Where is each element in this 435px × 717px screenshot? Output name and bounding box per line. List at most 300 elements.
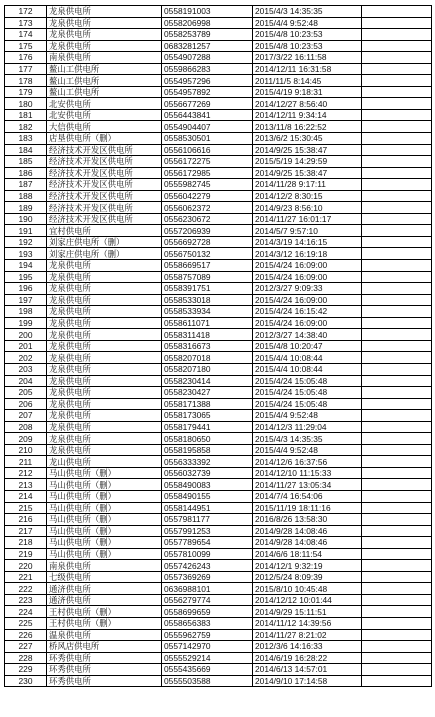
row-number-cell[interactable]: 189 bbox=[5, 202, 47, 214]
account-number-cell[interactable]: 0556750132 bbox=[162, 248, 253, 260]
supply-station-cell[interactable]: 鳌山工供电所 bbox=[47, 63, 162, 75]
account-number-cell[interactable]: 0683281257 bbox=[162, 40, 253, 52]
timestamp-cell[interactable]: 2014/12/6 16:37:56 bbox=[253, 456, 362, 468]
timestamp-cell[interactable]: 2015/11/19 18:11:16 bbox=[253, 502, 362, 514]
timestamp-cell[interactable]: 2014/5/7 9:57:10 bbox=[253, 225, 362, 237]
row-number-cell[interactable]: 216 bbox=[5, 514, 47, 526]
empty-cell[interactable] bbox=[362, 317, 432, 329]
account-number-cell[interactable]: 0556279774 bbox=[162, 594, 253, 606]
account-number-cell[interactable]: 0556172275 bbox=[162, 156, 253, 168]
account-number-cell[interactable]: 0558253789 bbox=[162, 29, 253, 41]
account-number-cell[interactable]: 0556443841 bbox=[162, 109, 253, 121]
empty-cell[interactable] bbox=[362, 294, 432, 306]
row-number-cell[interactable]: 224 bbox=[5, 606, 47, 618]
timestamp-cell[interactable]: 2014/11/12 14:39:56 bbox=[253, 617, 362, 629]
row-number-cell[interactable]: 174 bbox=[5, 29, 47, 41]
row-number-cell[interactable]: 222 bbox=[5, 583, 47, 595]
empty-cell[interactable] bbox=[362, 433, 432, 445]
supply-station-cell[interactable]: 马山供电所（删） bbox=[47, 502, 162, 514]
account-number-cell[interactable]: 0557789654 bbox=[162, 537, 253, 549]
supply-station-cell[interactable]: 经济技术开发区供电所 bbox=[47, 144, 162, 156]
supply-station-cell[interactable]: 龙泉供电所 bbox=[47, 271, 162, 283]
row-number-cell[interactable]: 230 bbox=[5, 675, 47, 687]
account-number-cell[interactable]: 0556333392 bbox=[162, 456, 253, 468]
table-row bbox=[5, 352, 432, 364]
timestamp-cell[interactable]: 2014/12/27 8:56:40 bbox=[253, 98, 362, 110]
account-number-cell[interactable]: 0558191003 bbox=[162, 6, 253, 18]
timestamp-cell[interactable]: 2015/4/24 16:09:00 bbox=[253, 260, 362, 272]
timestamp-cell[interactable]: 2014/9/25 15:38:47 bbox=[253, 167, 362, 179]
account-number-cell[interactable]: 0558699659 bbox=[162, 606, 253, 618]
account-number-cell[interactable]: 0558490155 bbox=[162, 490, 253, 502]
row-number-cell[interactable]: 192 bbox=[5, 236, 47, 248]
account-number-cell[interactable]: 0556692728 bbox=[162, 236, 253, 248]
empty-cell[interactable] bbox=[362, 560, 432, 572]
timestamp-cell[interactable]: 2014/6/13 14:57:01 bbox=[253, 664, 362, 676]
empty-cell[interactable] bbox=[362, 306, 432, 318]
row-number-cell[interactable]: 203 bbox=[5, 363, 47, 375]
row-number-cell[interactable]: 185 bbox=[5, 156, 47, 168]
timestamp-cell[interactable]: 2014/11/27 8:21:02 bbox=[253, 629, 362, 641]
row-number-cell[interactable]: 195 bbox=[5, 271, 47, 283]
account-number-cell[interactable]: 0558207180 bbox=[162, 363, 253, 375]
account-number-cell[interactable]: 0558669517 bbox=[162, 260, 253, 272]
empty-cell[interactable] bbox=[362, 121, 432, 133]
empty-cell[interactable] bbox=[362, 6, 432, 18]
timestamp-cell[interactable]: 2015/4/4 9:52:48 bbox=[253, 410, 362, 422]
timestamp-cell[interactable]: 2012/3/27 14:38:40 bbox=[253, 329, 362, 341]
empty-cell[interactable] bbox=[362, 63, 432, 75]
account-number-cell[interactable]: 0558533018 bbox=[162, 294, 253, 306]
supply-station-cell[interactable]: 环秀供电所 bbox=[47, 675, 162, 687]
row-number-cell[interactable]: 227 bbox=[5, 641, 47, 653]
account-number-cell[interactable]: 0556062372 bbox=[162, 202, 253, 214]
supply-station-cell[interactable]: 温泉供电所 bbox=[47, 629, 162, 641]
row-number-cell[interactable]: 214 bbox=[5, 490, 47, 502]
row-number-cell[interactable]: 223 bbox=[5, 594, 47, 606]
row-number-cell[interactable]: 172 bbox=[5, 6, 47, 18]
timestamp-cell[interactable]: 2017/3/22 16:11:58 bbox=[253, 52, 362, 64]
timestamp-cell[interactable]: 2014/9/23 8:56:10 bbox=[253, 202, 362, 214]
table-body bbox=[5, 6, 432, 687]
timestamp-cell[interactable]: 2014/11/28 9:17:11 bbox=[253, 179, 362, 191]
account-number-cell[interactable]: 0554957892 bbox=[162, 86, 253, 98]
supply-station-cell[interactable]: 龙泉供电所 bbox=[47, 352, 162, 364]
timestamp-cell[interactable]: 2015/5/19 14:29:59 bbox=[253, 156, 362, 168]
empty-cell[interactable] bbox=[362, 213, 432, 225]
timestamp-cell[interactable]: 2014/6/19 16:28:22 bbox=[253, 652, 362, 664]
account-number-cell[interactable]: 0558757089 bbox=[162, 271, 253, 283]
empty-cell[interactable] bbox=[362, 190, 432, 202]
empty-cell[interactable] bbox=[362, 248, 432, 260]
supply-station-cell[interactable]: 北安供电所 bbox=[47, 98, 162, 110]
empty-cell[interactable] bbox=[362, 271, 432, 283]
timestamp-cell[interactable]: 2014/9/25 15:38:47 bbox=[253, 144, 362, 156]
supply-station-cell[interactable]: 经济技术开发区供电所 bbox=[47, 190, 162, 202]
timestamp-cell[interactable]: 2014/12/1 9:32:19 bbox=[253, 560, 362, 572]
timestamp-cell[interactable]: 2011/11/5 8:14:45 bbox=[253, 75, 362, 87]
table-row bbox=[5, 410, 432, 422]
empty-cell[interactable] bbox=[362, 17, 432, 29]
account-number-cell[interactable]: 0558656383 bbox=[162, 617, 253, 629]
empty-cell[interactable] bbox=[362, 479, 432, 491]
row-number-cell[interactable]: 226 bbox=[5, 629, 47, 641]
supply-station-cell[interactable]: 南泉供电所 bbox=[47, 52, 162, 64]
timestamp-cell[interactable]: 2015/4/4 10:08:44 bbox=[253, 352, 362, 364]
account-number-cell[interactable]: 0554907288 bbox=[162, 52, 253, 64]
account-number-cell[interactable]: 0555503588 bbox=[162, 675, 253, 687]
timestamp-cell[interactable]: 2014/9/10 17:14:58 bbox=[253, 675, 362, 687]
timestamp-cell[interactable]: 2014/12/10 11:15:33 bbox=[253, 467, 362, 479]
empty-cell[interactable] bbox=[362, 514, 432, 526]
supply-station-cell[interactable]: 龙泉供电所 bbox=[47, 433, 162, 445]
timestamp-cell[interactable]: 2016/8/26 13:58:30 bbox=[253, 514, 362, 526]
timestamp-cell[interactable]: 2015/4/8 10:20:47 bbox=[253, 340, 362, 352]
account-number-cell[interactable]: 0558171388 bbox=[162, 398, 253, 410]
empty-cell[interactable] bbox=[362, 525, 432, 537]
empty-cell[interactable] bbox=[362, 52, 432, 64]
empty-cell[interactable] bbox=[362, 329, 432, 341]
supply-station-cell[interactable]: 龙泉供电所 bbox=[47, 294, 162, 306]
supply-station-cell[interactable]: 龙泉供电所 bbox=[47, 283, 162, 295]
row-number-cell[interactable]: 190 bbox=[5, 213, 47, 225]
account-number-cell[interactable]: 0558180650 bbox=[162, 433, 253, 445]
empty-cell[interactable] bbox=[362, 502, 432, 514]
timestamp-cell[interactable]: 2015/4/24 16:09:00 bbox=[253, 294, 362, 306]
row-number-cell[interactable]: 181 bbox=[5, 109, 47, 121]
row-number-cell[interactable]: 193 bbox=[5, 248, 47, 260]
empty-cell[interactable] bbox=[362, 86, 432, 98]
supply-station-cell[interactable]: 龙泉供电所 bbox=[47, 306, 162, 318]
account-number-cell[interactable]: 0555962759 bbox=[162, 629, 253, 641]
timestamp-cell[interactable]: 2014/12/12 10:01:44 bbox=[253, 594, 362, 606]
supply-station-cell[interactable]: 龙泉供电所 bbox=[47, 398, 162, 410]
supply-station-cell[interactable]: 龙泉供电所 bbox=[47, 6, 162, 18]
supply-station-cell[interactable]: 刘家庄供电所（删） bbox=[47, 248, 162, 260]
empty-cell[interactable] bbox=[362, 179, 432, 191]
timestamp-cell[interactable]: 2015/4/24 15:05:48 bbox=[253, 375, 362, 387]
account-number-cell[interactable]: 0557206939 bbox=[162, 225, 253, 237]
account-number-cell[interactable]: 0556230672 bbox=[162, 213, 253, 225]
empty-cell[interactable] bbox=[362, 133, 432, 145]
row-number-cell[interactable]: 176 bbox=[5, 52, 47, 64]
supply-station-cell[interactable]: 七级供电所 bbox=[47, 571, 162, 583]
empty-cell[interactable] bbox=[362, 652, 432, 664]
account-number-cell[interactable]: 0554904407 bbox=[162, 121, 253, 133]
empty-cell[interactable] bbox=[362, 202, 432, 214]
supply-station-cell[interactable]: 环秀供电所 bbox=[47, 664, 162, 676]
account-number-cell[interactable]: 0556032739 bbox=[162, 467, 253, 479]
empty-cell[interactable] bbox=[362, 75, 432, 87]
empty-cell[interactable] bbox=[362, 456, 432, 468]
timestamp-cell[interactable]: 2012/3/27 9:09:33 bbox=[253, 283, 362, 295]
supply-station-cell[interactable]: 通济供电所 bbox=[47, 594, 162, 606]
supply-station-cell[interactable]: 龙泉供电所 bbox=[47, 410, 162, 422]
empty-cell[interactable] bbox=[362, 283, 432, 295]
row-number-cell[interactable]: 205 bbox=[5, 387, 47, 399]
supply-station-cell[interactable]: 经济技术开发区供电所 bbox=[47, 202, 162, 214]
empty-cell[interactable] bbox=[362, 225, 432, 237]
row-number-cell[interactable]: 175 bbox=[5, 40, 47, 52]
timestamp-cell[interactable]: 2014/6/6 18:11:54 bbox=[253, 548, 362, 560]
timestamp-cell[interactable]: 2013/6/2 15:30:45 bbox=[253, 133, 362, 145]
supply-station-cell[interactable]: 刘家庄供电所（删） bbox=[47, 236, 162, 248]
row-number-cell[interactable]: 207 bbox=[5, 410, 47, 422]
timestamp-cell[interactable]: 2014/9/28 14:08:46 bbox=[253, 525, 362, 537]
account-number-cell[interactable]: 0558391751 bbox=[162, 283, 253, 295]
supply-station-cell[interactable]: 龙泉供电所 bbox=[47, 421, 162, 433]
timestamp-cell[interactable]: 2013/11/8 16:22:52 bbox=[253, 121, 362, 133]
record-table bbox=[4, 5, 432, 687]
supply-station-cell[interactable]: 马山供电所（删） bbox=[47, 537, 162, 549]
supply-station-cell[interactable]: 桥风店供电所 bbox=[47, 641, 162, 653]
account-number-cell[interactable]: 0558207018 bbox=[162, 352, 253, 364]
supply-station-cell[interactable]: 北安供电所 bbox=[47, 109, 162, 121]
row-number-cell[interactable]: 228 bbox=[5, 652, 47, 664]
row-number-cell[interactable]: 191 bbox=[5, 225, 47, 237]
supply-station-cell[interactable]: 龙泉供电所 bbox=[47, 363, 162, 375]
account-number-cell[interactable]: 0555529214 bbox=[162, 652, 253, 664]
timestamp-cell[interactable]: 2014/11/27 16:01:17 bbox=[253, 213, 362, 225]
empty-cell[interactable] bbox=[362, 537, 432, 549]
supply-station-cell[interactable]: 鳌山工供电所 bbox=[47, 75, 162, 87]
empty-cell[interactable] bbox=[362, 421, 432, 433]
timestamp-cell[interactable]: 2014/12/11 16:31:58 bbox=[253, 63, 362, 75]
supply-station-cell[interactable]: 王村供电所（删） bbox=[47, 606, 162, 618]
account-number-cell[interactable]: 0558144951 bbox=[162, 502, 253, 514]
account-number-cell[interactable]: 0558173065 bbox=[162, 410, 253, 422]
supply-station-cell[interactable]: 南泉供电所 bbox=[47, 560, 162, 572]
row-number-cell[interactable]: 196 bbox=[5, 283, 47, 295]
account-number-cell[interactable]: 0636988101 bbox=[162, 583, 253, 595]
empty-cell[interactable] bbox=[362, 664, 432, 676]
supply-station-cell[interactable]: 龙泉供电所 bbox=[47, 444, 162, 456]
timestamp-cell[interactable]: 2015/4/8 10:23:53 bbox=[253, 29, 362, 41]
account-number-cell[interactable]: 0558530501 bbox=[162, 133, 253, 145]
row-number-cell[interactable]: 211 bbox=[5, 456, 47, 468]
row-number-cell[interactable]: 204 bbox=[5, 375, 47, 387]
supply-station-cell[interactable]: 马山供电所（删） bbox=[47, 467, 162, 479]
timestamp-cell[interactable]: 2014/12/2 8:30:15 bbox=[253, 190, 362, 202]
row-number-cell[interactable]: 178 bbox=[5, 75, 47, 87]
row-number-cell[interactable]: 218 bbox=[5, 537, 47, 549]
account-number-cell[interactable]: 0556677269 bbox=[162, 98, 253, 110]
account-number-cell[interactable]: 0558230414 bbox=[162, 375, 253, 387]
empty-cell[interactable] bbox=[362, 260, 432, 272]
row-number-cell[interactable]: 186 bbox=[5, 167, 47, 179]
supply-station-cell[interactable]: 大信供电所 bbox=[47, 121, 162, 133]
row-number-cell[interactable]: 199 bbox=[5, 317, 47, 329]
timestamp-cell[interactable]: 2014/11/27 13:05:34 bbox=[253, 479, 362, 491]
row-number-cell[interactable]: 173 bbox=[5, 17, 47, 29]
account-number-cell[interactable]: 0555435669 bbox=[162, 664, 253, 676]
empty-cell[interactable] bbox=[362, 340, 432, 352]
account-number-cell[interactable]: 0558316673 bbox=[162, 340, 253, 352]
row-number-cell[interactable]: 221 bbox=[5, 571, 47, 583]
account-number-cell[interactable]: 0558611071 bbox=[162, 317, 253, 329]
account-number-cell[interactable]: 0558533934 bbox=[162, 306, 253, 318]
empty-cell[interactable] bbox=[362, 583, 432, 595]
account-number-cell[interactable]: 0555982745 bbox=[162, 179, 253, 191]
supply-station-cell[interactable]: 龙泉供电所 bbox=[47, 260, 162, 272]
timestamp-cell[interactable]: 2014/9/29 15:11:51 bbox=[253, 606, 362, 618]
table-row bbox=[5, 109, 432, 121]
account-number-cell[interactable]: 0557981177 bbox=[162, 514, 253, 526]
empty-cell[interactable] bbox=[362, 98, 432, 110]
timestamp-cell[interactable]: 2015/4/24 16:09:00 bbox=[253, 271, 362, 283]
row-number-cell[interactable]: 206 bbox=[5, 398, 47, 410]
empty-cell[interactable] bbox=[362, 375, 432, 387]
account-number-cell[interactable]: 0554957296 bbox=[162, 75, 253, 87]
empty-cell[interactable] bbox=[362, 352, 432, 364]
account-number-cell[interactable]: 0556042279 bbox=[162, 190, 253, 202]
supply-station-cell[interactable]: 鳌山工供电所 bbox=[47, 86, 162, 98]
empty-cell[interactable] bbox=[362, 410, 432, 422]
account-number-cell[interactable]: 0556172985 bbox=[162, 167, 253, 179]
empty-cell[interactable] bbox=[362, 606, 432, 618]
account-number-cell[interactable]: 0558195858 bbox=[162, 444, 253, 456]
timestamp-cell[interactable]: 2015/4/8 10:23:53 bbox=[253, 40, 362, 52]
supply-station-cell[interactable]: 通济供电所 bbox=[47, 583, 162, 595]
row-number-cell[interactable]: 229 bbox=[5, 664, 47, 676]
row-number-cell[interactable]: 202 bbox=[5, 352, 47, 364]
supply-station-cell[interactable]: 王村供电所（删） bbox=[47, 617, 162, 629]
timestamp-cell[interactable]: 2015/4/3 14:35:35 bbox=[253, 433, 362, 445]
timestamp-cell[interactable]: 2014/9/28 14:08:46 bbox=[253, 537, 362, 549]
empty-cell[interactable] bbox=[362, 594, 432, 606]
account-number-cell[interactable]: 0558206998 bbox=[162, 17, 253, 29]
supply-station-cell[interactable]: 经济技术开发区供电所 bbox=[47, 167, 162, 179]
row-number-cell[interactable]: 215 bbox=[5, 502, 47, 514]
timestamp-cell[interactable]: 2015/4/24 15:05:48 bbox=[253, 398, 362, 410]
supply-station-cell[interactable]: 经济技术开发区供电所 bbox=[47, 213, 162, 225]
row-number-cell[interactable]: 220 bbox=[5, 560, 47, 572]
supply-station-cell[interactable]: 龙泉供电所 bbox=[47, 317, 162, 329]
supply-station-cell[interactable]: 宜村供电所 bbox=[47, 225, 162, 237]
supply-station-cell[interactable]: 龙泉供电所 bbox=[47, 329, 162, 341]
timestamp-cell[interactable]: 2015/4/3 14:35:35 bbox=[253, 6, 362, 18]
empty-cell[interactable] bbox=[362, 167, 432, 179]
account-number-cell[interactable]: 0558490083 bbox=[162, 479, 253, 491]
empty-cell[interactable] bbox=[362, 467, 432, 479]
row-number-cell[interactable]: 184 bbox=[5, 144, 47, 156]
row-number-cell[interactable]: 182 bbox=[5, 121, 47, 133]
row-number-cell[interactable]: 217 bbox=[5, 525, 47, 537]
row-number-cell[interactable]: 213 bbox=[5, 479, 47, 491]
account-number-cell[interactable]: 0557810099 bbox=[162, 548, 253, 560]
empty-cell[interactable] bbox=[362, 144, 432, 156]
empty-cell[interactable] bbox=[362, 156, 432, 168]
empty-cell[interactable] bbox=[362, 490, 432, 502]
timestamp-cell[interactable]: 2014/7/4 16:54:06 bbox=[253, 490, 362, 502]
account-number-cell[interactable]: 0557369269 bbox=[162, 571, 253, 583]
supply-station-cell[interactable]: 经济技术开发区供电所 bbox=[47, 156, 162, 168]
timestamp-cell[interactable]: 2015/4/4 9:52:48 bbox=[253, 17, 362, 29]
row-number-cell[interactable]: 212 bbox=[5, 467, 47, 479]
empty-cell[interactable] bbox=[362, 109, 432, 121]
empty-cell[interactable] bbox=[362, 641, 432, 653]
row-number-cell[interactable]: 198 bbox=[5, 306, 47, 318]
empty-cell[interactable] bbox=[362, 548, 432, 560]
row-number-cell[interactable]: 197 bbox=[5, 294, 47, 306]
empty-cell[interactable] bbox=[362, 675, 432, 687]
supply-station-cell[interactable]: 龙泉供电所 bbox=[47, 17, 162, 29]
empty-cell[interactable] bbox=[362, 617, 432, 629]
empty-cell[interactable] bbox=[362, 398, 432, 410]
row-number-cell[interactable]: 210 bbox=[5, 444, 47, 456]
account-number-cell[interactable]: 0558230427 bbox=[162, 387, 253, 399]
empty-cell[interactable] bbox=[362, 363, 432, 375]
timestamp-cell[interactable]: 2015/4/4 10:08:44 bbox=[253, 363, 362, 375]
supply-station-cell[interactable]: 龙泉供电所 bbox=[47, 375, 162, 387]
timestamp-cell[interactable]: 2012/5/24 8:09:39 bbox=[253, 571, 362, 583]
account-number-cell[interactable]: 0556106616 bbox=[162, 144, 253, 156]
timestamp-cell[interactable]: 2015/4/4 9:52:48 bbox=[253, 444, 362, 456]
timestamp-cell[interactable]: 2015/4/24 16:09:00 bbox=[253, 317, 362, 329]
supply-station-cell[interactable]: 龙泉供电所 bbox=[47, 40, 162, 52]
row-number-cell[interactable]: 180 bbox=[5, 98, 47, 110]
supply-station-cell[interactable]: 马山供电所（删） bbox=[47, 514, 162, 526]
supply-station-cell[interactable]: 龙泉供电所 bbox=[47, 29, 162, 41]
empty-cell[interactable] bbox=[362, 40, 432, 52]
row-number-cell[interactable]: 188 bbox=[5, 190, 47, 202]
timestamp-cell[interactable]: 2012/3/6 14:16:33 bbox=[253, 641, 362, 653]
row-number-cell[interactable]: 177 bbox=[5, 63, 47, 75]
row-number-cell[interactable]: 225 bbox=[5, 617, 47, 629]
account-number-cell[interactable]: 0557991253 bbox=[162, 525, 253, 537]
row-number-cell[interactable]: 179 bbox=[5, 86, 47, 98]
timestamp-cell[interactable]: 2015/4/24 16:15:42 bbox=[253, 306, 362, 318]
supply-station-cell[interactable]: 马山供电所（删） bbox=[47, 525, 162, 537]
empty-cell[interactable] bbox=[362, 629, 432, 641]
row-number-cell[interactable]: 187 bbox=[5, 179, 47, 191]
row-number-cell[interactable]: 219 bbox=[5, 548, 47, 560]
account-number-cell[interactable]: 0558179441 bbox=[162, 421, 253, 433]
account-number-cell[interactable]: 0557142970 bbox=[162, 641, 253, 653]
supply-station-cell[interactable]: 经济技术开发区供电所 bbox=[47, 179, 162, 191]
supply-station-cell[interactable]: 马山供电所（删） bbox=[47, 490, 162, 502]
row-number-cell[interactable]: 201 bbox=[5, 340, 47, 352]
supply-station-cell[interactable]: 龙泉供电所 bbox=[47, 387, 162, 399]
empty-cell[interactable] bbox=[362, 387, 432, 399]
account-number-cell[interactable]: 0559866283 bbox=[162, 63, 253, 75]
timestamp-cell[interactable]: 2014/3/19 14:16:15 bbox=[253, 236, 362, 248]
empty-cell[interactable] bbox=[362, 29, 432, 41]
timestamp-cell[interactable]: 2014/12/11 9:34:14 bbox=[253, 109, 362, 121]
account-number-cell[interactable]: 0558311418 bbox=[162, 329, 253, 341]
supply-station-cell[interactable]: 马山供电所（删） bbox=[47, 479, 162, 491]
row-number-cell[interactable]: 200 bbox=[5, 329, 47, 341]
timestamp-cell[interactable]: 2014/3/12 16:19:18 bbox=[253, 248, 362, 260]
timestamp-cell[interactable]: 2015/4/19 9:18:31 bbox=[253, 86, 362, 98]
row-number-cell[interactable]: 208 bbox=[5, 421, 47, 433]
supply-station-cell[interactable]: 店垦供电所（删） bbox=[47, 133, 162, 145]
account-number-cell[interactable]: 0557426243 bbox=[162, 560, 253, 572]
supply-station-cell[interactable]: 环秀供电所 bbox=[47, 652, 162, 664]
timestamp-cell[interactable]: 2015/4/24 15:05:48 bbox=[253, 387, 362, 399]
empty-cell[interactable] bbox=[362, 444, 432, 456]
row-number-cell[interactable]: 209 bbox=[5, 433, 47, 445]
supply-station-cell[interactable]: 龙山供电所 bbox=[47, 456, 162, 468]
row-number-cell[interactable]: 194 bbox=[5, 260, 47, 272]
row-number-cell[interactable]: 183 bbox=[5, 133, 47, 145]
empty-cell[interactable] bbox=[362, 236, 432, 248]
timestamp-cell[interactable]: 2014/12/3 11:29:04 bbox=[253, 421, 362, 433]
supply-station-cell[interactable]: 龙泉供电所 bbox=[47, 340, 162, 352]
timestamp-cell[interactable]: 2015/8/10 10:45:48 bbox=[253, 583, 362, 595]
empty-cell[interactable] bbox=[362, 571, 432, 583]
supply-station-cell[interactable]: 马山供电所（删） bbox=[47, 548, 162, 560]
